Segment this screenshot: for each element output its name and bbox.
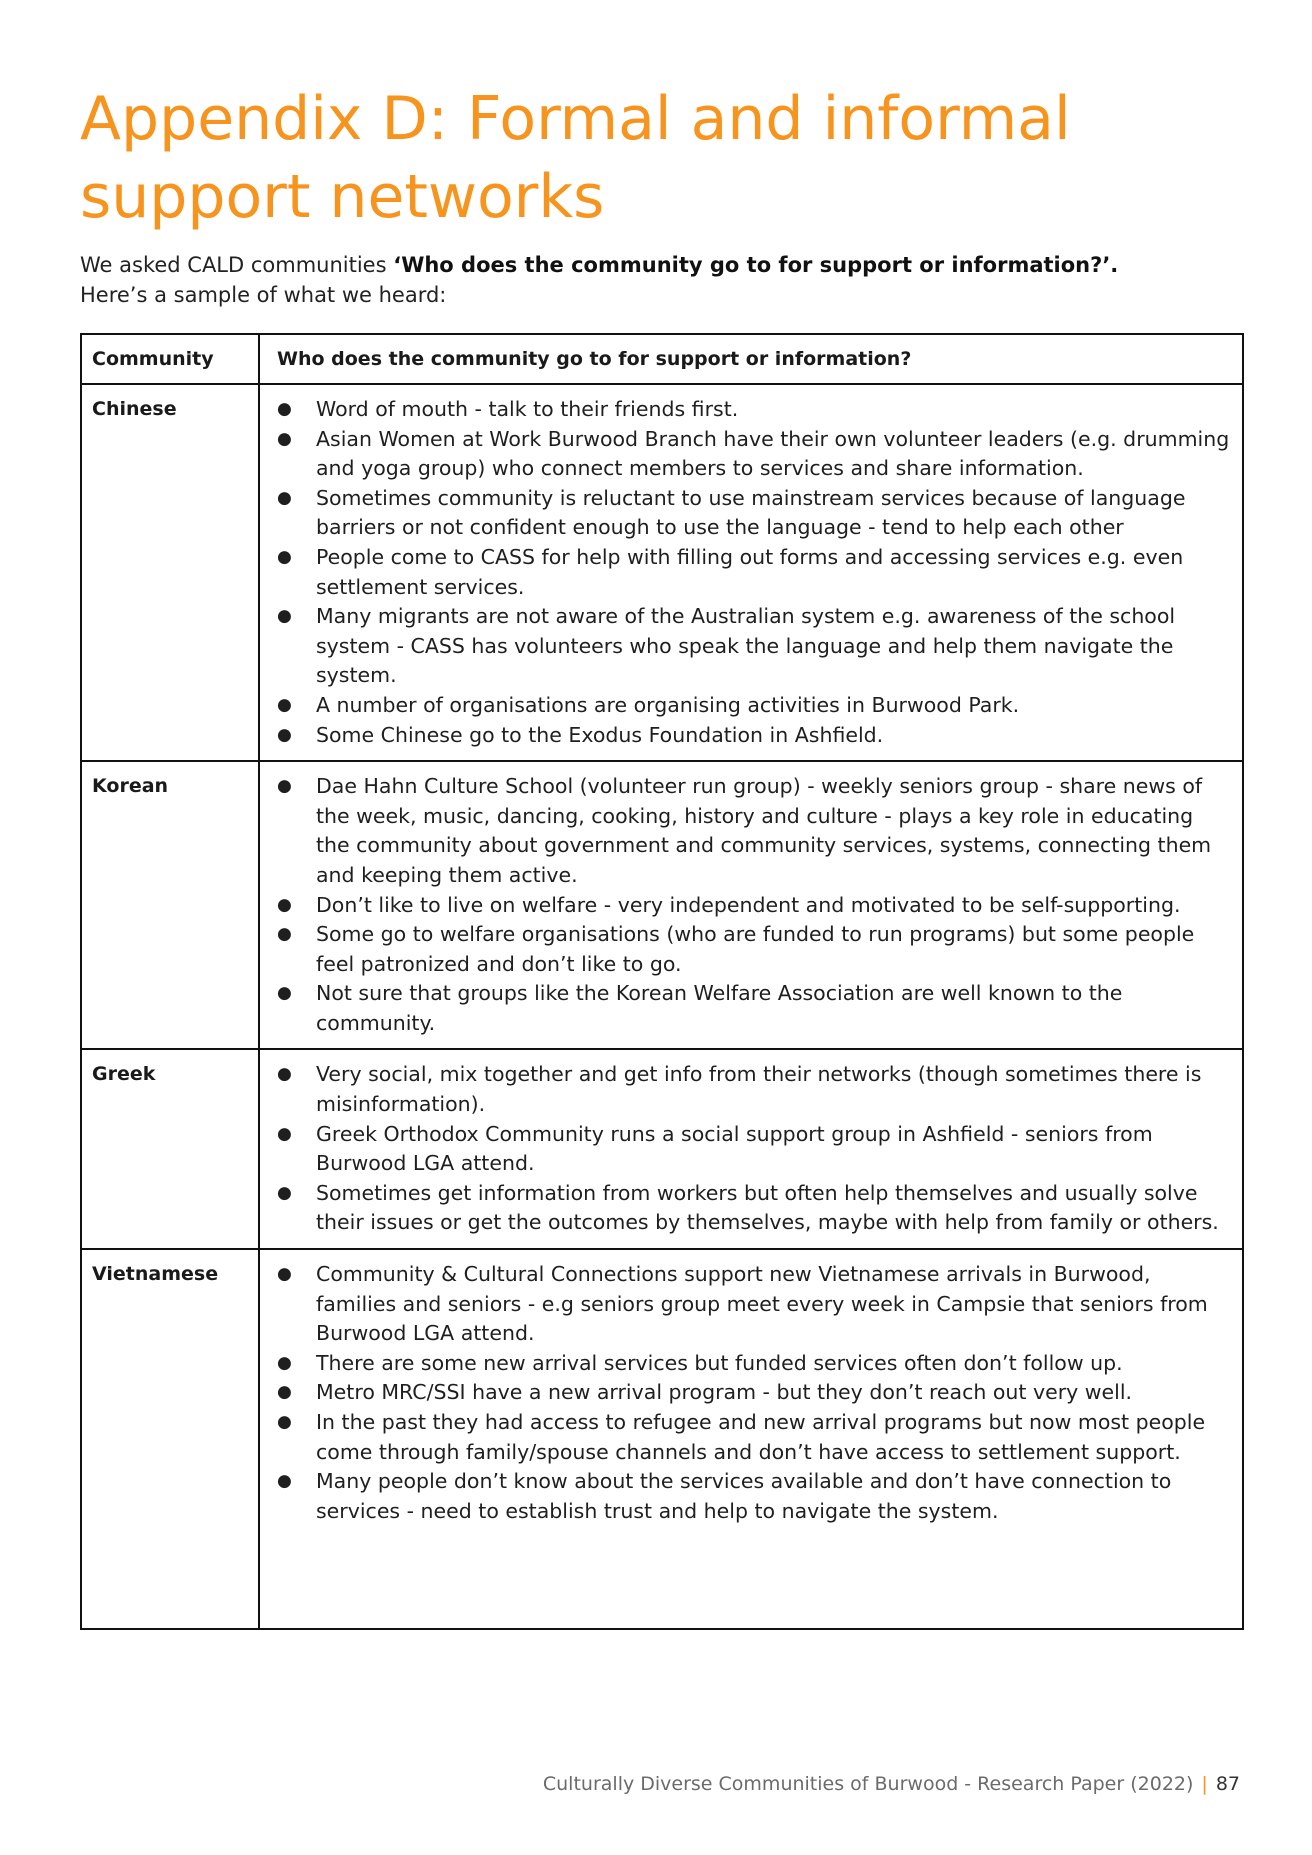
list-item-text: Don’t like to live on welfare - very independent and motivated to be self-supporting.	[316, 892, 1181, 917]
community-name: Greek	[81, 1049, 259, 1249]
page-footer	[543, 1773, 1240, 1795]
support-networks-table	[80, 333, 1244, 1630]
table-row	[81, 1049, 1243, 1249]
footer-text: Culturally Diverse Communities of Burwood - Research Paper (2022)	[542, 1773, 1194, 1795]
bullet-icon: ●	[277, 1382, 292, 1403]
list-item-text: Some go to welfare organisations (who are funded to run programs) but some people feel patronized and don’t like to go.	[316, 922, 1195, 976]
intro-tail: Here’s a sample of what we heard:	[80, 283, 447, 307]
list-item-text: People come to CASS for help with filling out forms and accessing services e.g. even settlement services.	[316, 544, 1184, 599]
list-item	[274, 691, 1230, 721]
bullet-icon: ●	[277, 924, 292, 945]
bullet-icon: ●	[277, 1064, 292, 1085]
list-item	[274, 484, 1230, 543]
community-name: Vietnamese	[81, 1249, 259, 1629]
community-name: Chinese	[81, 384, 259, 761]
bullet-icon: ●	[277, 1123, 292, 1144]
community-info	[259, 1049, 1243, 1249]
list-item	[274, 979, 1230, 1038]
list-item	[274, 425, 1230, 484]
table-row	[81, 384, 1243, 761]
bullet-icon: ●	[277, 546, 292, 567]
list-item	[274, 602, 1230, 691]
list-item-text: Not sure that groups like the Korean Welfare Association are well known to the community.	[316, 981, 1123, 1035]
intro-question: ‘Who does the community go to for support or information?’.	[393, 253, 1119, 277]
list-item	[274, 891, 1230, 921]
list-item-text: Many people don’t know about the services available and don’t have connection to services - need to establish trust and help to navigate the system.	[316, 1469, 1172, 1523]
list-item	[274, 772, 1230, 890]
bullet-icon: ●	[277, 1352, 292, 1373]
bullet-icon: ●	[277, 1182, 292, 1203]
list-item	[274, 1349, 1230, 1379]
list-item-text: There are some new arrival services but funded services often don’t follow up.	[316, 1350, 1123, 1375]
page-title: Appendix D: Formal and informal support networks	[80, 84, 1071, 232]
list-item	[274, 1260, 1230, 1349]
bullet-icon: ●	[277, 399, 292, 419]
list-item	[274, 543, 1230, 602]
bullet-icon: ●	[277, 428, 292, 449]
list-item-text: Community & Cultural Connections support new Vietnamese arrivals in Burwood, families and seniors - e.g seniors group meet every week in Campsie that seniors from Burwood LGA attend.	[316, 1262, 1208, 1346]
list-item	[274, 1060, 1230, 1119]
list-item-text: Word of mouth - talk to their friends first.	[316, 397, 739, 421]
bullet-icon: ●	[277, 1412, 292, 1432]
list-item	[274, 1408, 1230, 1467]
page-number: 87	[1215, 1773, 1240, 1795]
list-item	[274, 1378, 1230, 1408]
bullet-icon: ●	[277, 983, 292, 1004]
bullet-list	[274, 395, 1230, 750]
list-item-text: Very social, mix together and get info from their networks (though sometimes there is misinformation).	[316, 1062, 1202, 1117]
list-item-text: Sometimes get information from workers but often help themselves and usually solve their issues or get the outcomes by themselves, maybe with help from family or others.	[316, 1180, 1219, 1235]
list-item	[274, 721, 1230, 751]
list-item	[274, 1179, 1230, 1238]
header-question: Who does the community go to for support or information?	[259, 334, 1243, 384]
bullet-list	[274, 1060, 1230, 1238]
bullet-list	[274, 1260, 1230, 1526]
list-item-text: Greek Orthodox Community runs a social support group in Ashfield - seniors from Burwood LGA attend.	[316, 1121, 1153, 1176]
bullet-icon: ●	[277, 776, 292, 797]
list-item-text: Metro MRC/SSI have a new arrival program - but they don’t reach out very well.	[316, 1380, 1133, 1405]
bullet-icon: ●	[277, 606, 292, 627]
bullet-icon: ●	[277, 487, 292, 508]
intro-lead: We asked CALD communities	[80, 253, 394, 277]
community-info	[259, 384, 1243, 761]
list-item-text: Dae Hahn Culture School (volunteer run group) - weekly seniors group - share news of the week, music, dancing, cooking, history and culture - plays a key role in educating the community about government and community services, systems, connecting them and keeping them active.	[316, 774, 1212, 887]
list-item-text: In the past they had access to refugee and new arrival programs but now most people come through family/spouse channels and don’t have access to settlement support.	[316, 1410, 1206, 1464]
footer-separator: |	[1201, 1773, 1208, 1795]
bullet-icon: ●	[277, 1471, 292, 1492]
list-item-text: Some Chinese go to the Exodus Foundation in Ashfield.	[316, 722, 884, 747]
bullet-icon: ●	[277, 694, 292, 715]
header-community: Community	[81, 334, 259, 384]
list-item-text: Asian Women at Work Burwood Branch have their own volunteer leaders (e.g. drumming and yoga group) who connect members to services and share information.	[316, 426, 1230, 481]
table-row	[81, 761, 1243, 1049]
list-item-text: Many migrants are not aware of the Australian system e.g. awareness of the school system - CASS has volunteers who speak the language and help them navigate the system.	[316, 604, 1176, 688]
table-header-row	[81, 334, 1243, 384]
community-name: Korean	[81, 761, 259, 1049]
list-item	[274, 1467, 1230, 1526]
list-item	[274, 1120, 1230, 1179]
bullet-list	[274, 772, 1230, 1038]
community-info	[259, 1249, 1243, 1629]
bullet-icon: ●	[277, 724, 292, 745]
list-item-text: Sometimes community is reluctant to use mainstream services because of language barriers or not confident enough to use the language - tend to help each other	[316, 485, 1186, 540]
bullet-icon: ●	[277, 1264, 292, 1285]
list-item	[274, 920, 1230, 979]
list-item-text: A number of organisations are organising activities in Burwood Park.	[316, 692, 1020, 717]
community-info	[259, 761, 1243, 1049]
intro-paragraph	[80, 250, 1240, 310]
bullet-icon: ●	[277, 894, 292, 915]
table-row	[81, 1249, 1243, 1629]
list-item	[274, 395, 1230, 425]
